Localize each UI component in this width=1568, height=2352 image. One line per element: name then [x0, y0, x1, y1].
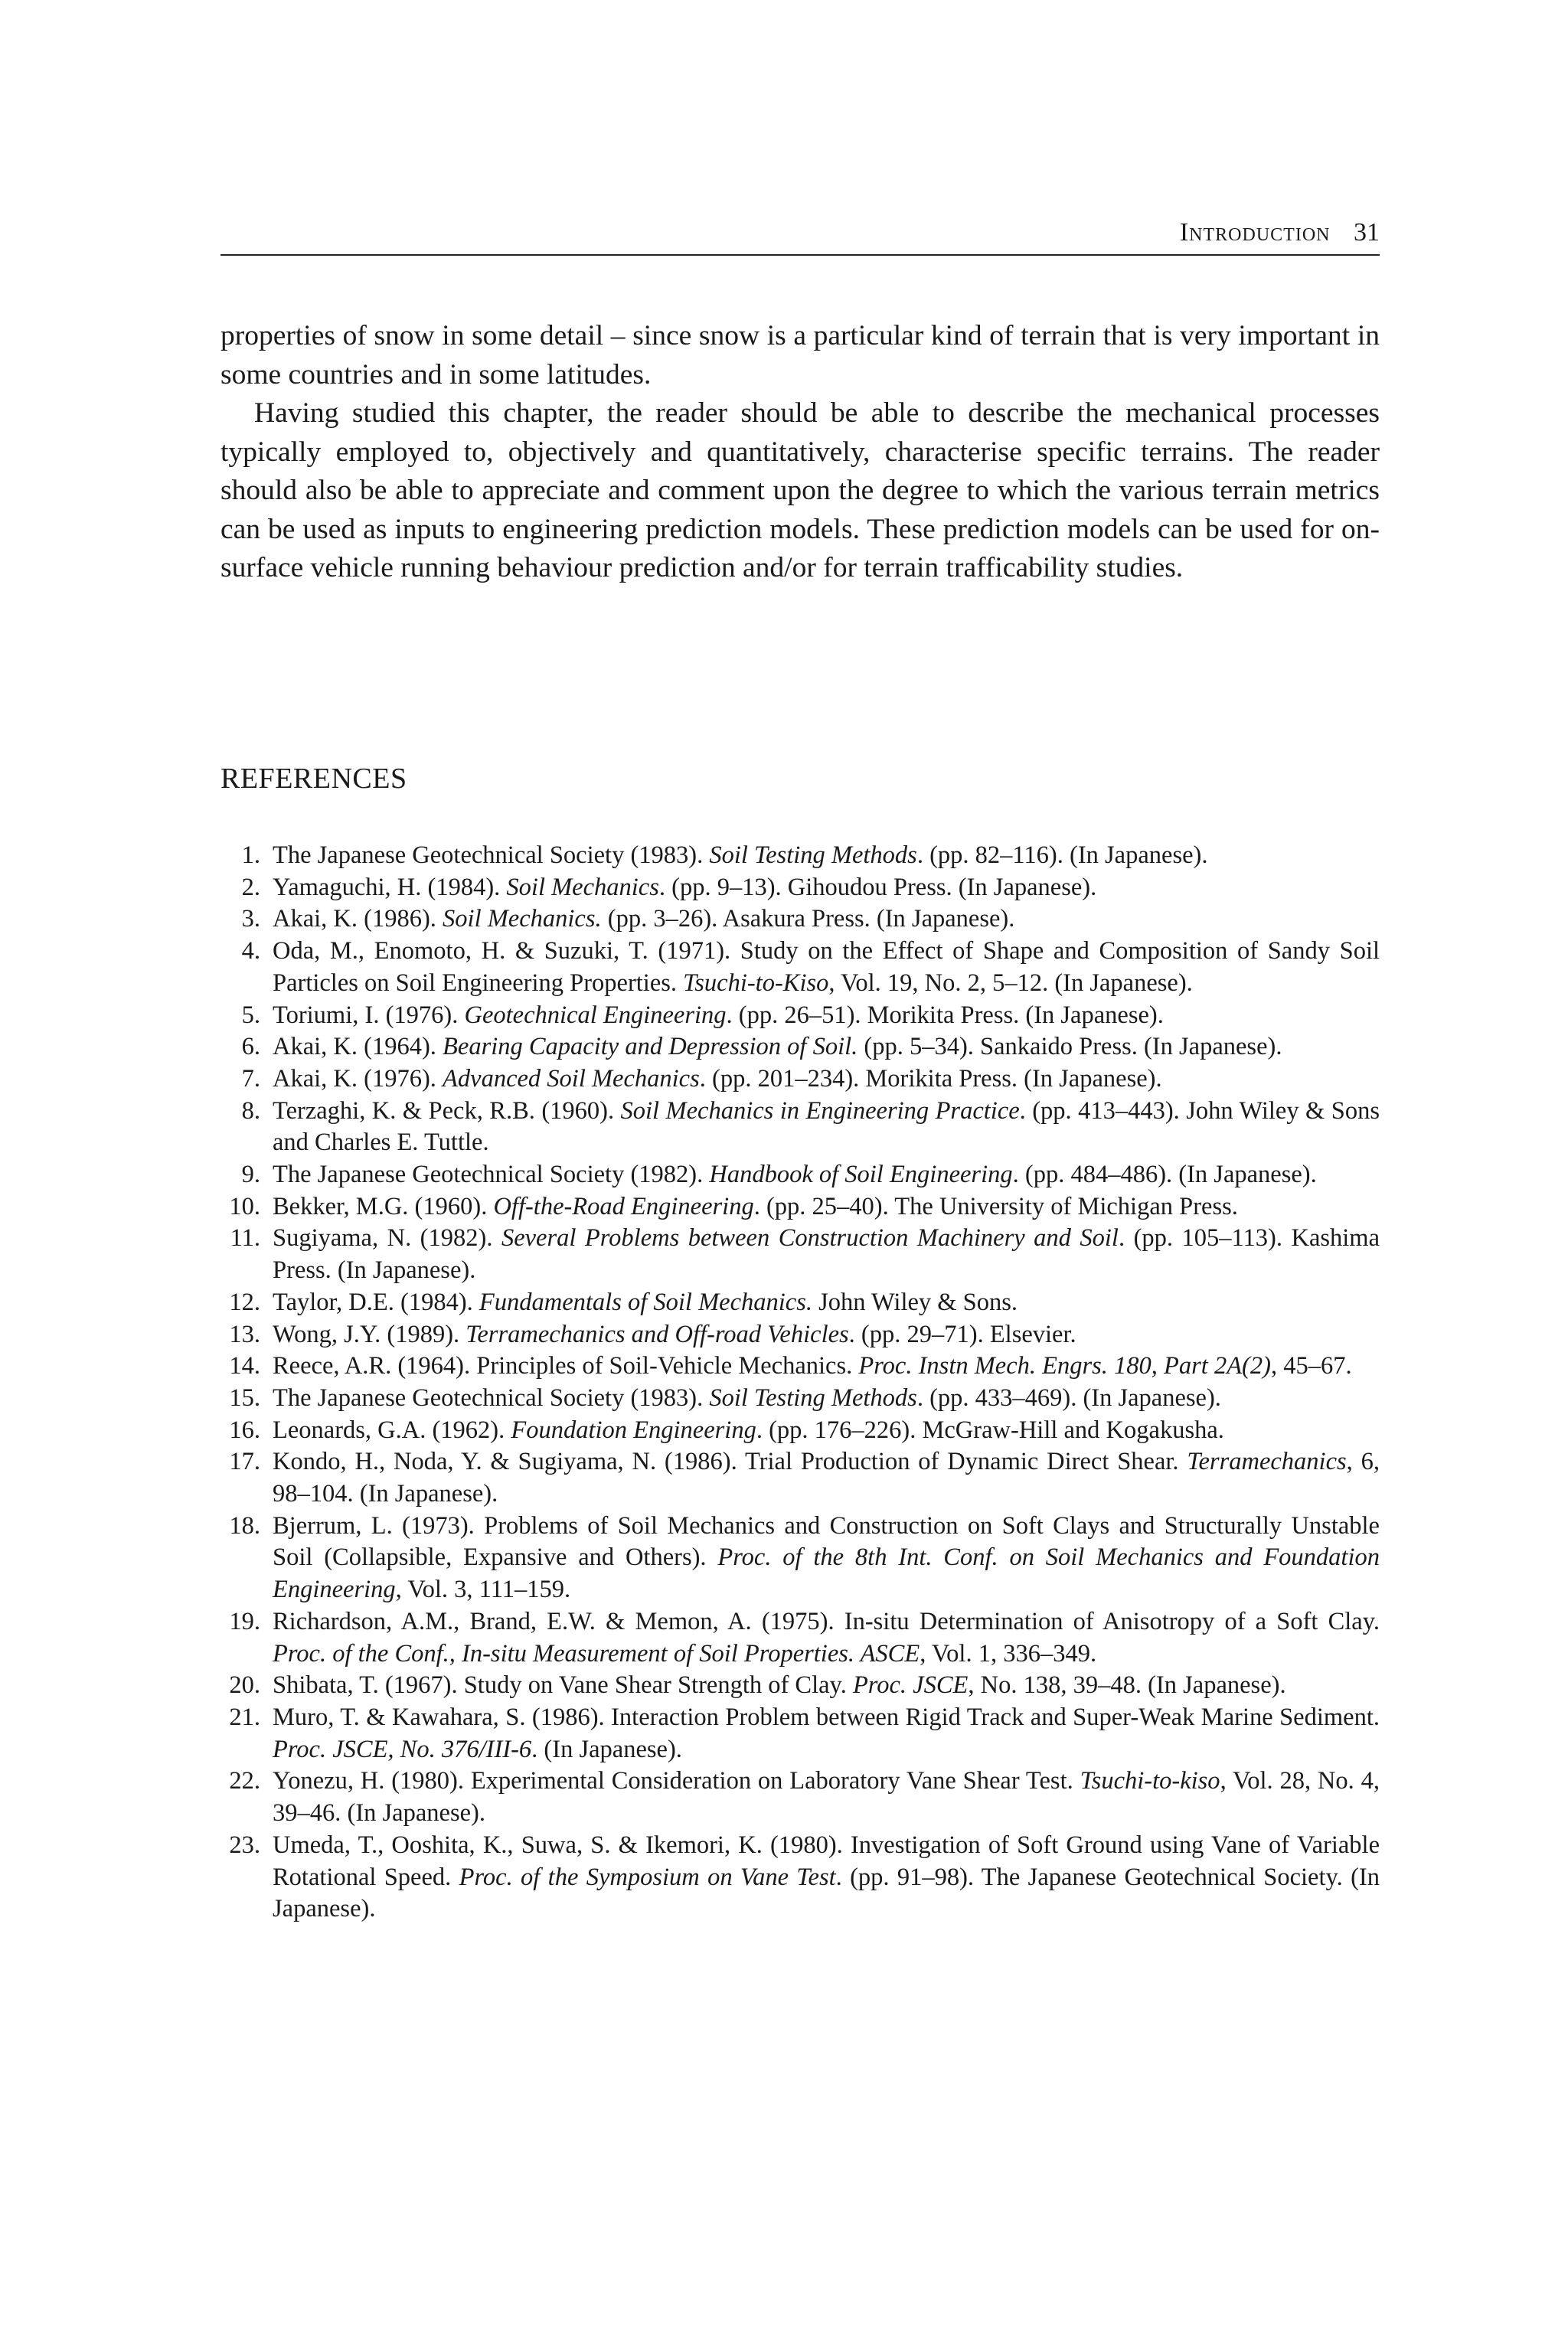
reference-text: [273, 1319, 1380, 1351]
reference-item: [220, 1191, 1380, 1223]
reference-number: 13.: [229, 1320, 260, 1348]
reference-segment: , No. 138, 39–48. (In Japanese).: [968, 1671, 1286, 1700]
reference-italic-segment: Soil Testing Methods: [709, 1383, 917, 1412]
reference-number: 9.: [241, 1161, 260, 1189]
running-head: [1180, 216, 1380, 250]
references-list: [220, 840, 1380, 1926]
reference-number: 22.: [229, 1767, 260, 1795]
reference-item: [220, 1319, 1380, 1351]
reference-segment: (pp. 5–34). Sankaido Press. (In Japanese).: [858, 1033, 1282, 1061]
reference-text: [273, 1830, 1380, 1926]
reference-number: 1.: [241, 841, 260, 869]
reference-item: [220, 1383, 1380, 1415]
reference-italic-segment: Proc. JSCE, No. 376/III-6: [273, 1735, 532, 1763]
reference-number: 16.: [229, 1416, 260, 1444]
reference-segment: . (pp. 105–113). Kashima Press. (In Japanese).: [273, 1224, 1380, 1285]
reference-text: [273, 936, 1380, 999]
reference-segment: . (pp. 484–486). (In Japanese).: [1012, 1161, 1317, 1189]
reference-segment: Umeda, T., Ooshita, K., Suwa, S. & Ikemori, K. (1980). Investigation of Soft Ground using Vane of Variable Rotational Speed.: [273, 1831, 1380, 1891]
reference-segment: . (pp. 433–469). (In Japanese).: [916, 1383, 1221, 1412]
reference-segment: , 6, 98–104. (In Japanese).: [273, 1448, 1380, 1508]
references-heading: REFERENCES: [220, 763, 407, 795]
reference-number: 8.: [241, 1096, 260, 1125]
reference-italic-segment: Soil Mechanics.: [443, 905, 602, 933]
reference-item: [220, 1063, 1380, 1096]
reference-item: [220, 1830, 1380, 1926]
reference-item: [220, 840, 1380, 872]
reference-italic-segment: Several Problems between Construction Machinery and Soil: [501, 1224, 1119, 1253]
reference-italic-segment: Foundation Engineering: [511, 1416, 756, 1444]
reference-segment: , 45–67.: [1270, 1352, 1352, 1380]
reference-segment: Bjerrum, L. (1973). Problems of Soil Mechanics and Construction on Soft Clays and Structurally Unstable Soil (Collapsible, Expansive and Others).: [273, 1511, 1380, 1572]
reference-item: [220, 1606, 1380, 1670]
reference-segment: Yonezu, H. (1980). Experimental Consideration on Laboratory Vane Shear Test.: [273, 1767, 1080, 1795]
reference-number: 2.: [241, 873, 260, 901]
reference-text: [273, 1063, 1380, 1096]
reference-item: [220, 1000, 1380, 1032]
running-header: [220, 216, 1380, 256]
reference-segment: Reece, A.R. (1964). Principles of Soil-Vehicle Mechanics.: [273, 1352, 859, 1380]
reference-text: [273, 1096, 1380, 1159]
reference-segment: Terzaghi, K. & Peck, R.B. (1960).: [273, 1096, 621, 1125]
reference-text: [273, 903, 1380, 936]
reference-text: [273, 1000, 1380, 1032]
reference-segment: . (pp. 26–51). Morikita Press. (In Japanese).: [726, 1001, 1164, 1029]
reference-segment: . (pp. 29–71). Elsevier.: [848, 1320, 1076, 1348]
reference-segment: John Wiley & Sons.: [812, 1288, 1018, 1316]
reference-number: 21.: [229, 1703, 260, 1731]
reference-italic-segment: Proc. of the Conf., In-situ Measurement of Soil Properties. ASCE: [273, 1639, 920, 1668]
reference-number: 15.: [229, 1383, 260, 1412]
reference-text: [273, 1446, 1380, 1510]
reference-text: [273, 1191, 1380, 1223]
reference-text: [273, 1511, 1380, 1606]
reference-segment: , Vol. 28, No. 4, 39–46. (In Japanese).: [273, 1767, 1380, 1828]
reference-item: [220, 1351, 1380, 1383]
reference-italic-segment: Bearing Capacity and Depression of Soil.: [443, 1033, 858, 1061]
reference-text: [273, 1766, 1380, 1829]
reference-segment: . (pp. 25–40). The University of Michigan Press.: [753, 1192, 1238, 1220]
reference-segment: The Japanese Geotechnical Society (1983).: [273, 1383, 710, 1412]
reference-text: [273, 1223, 1380, 1286]
reference-italic-segment: Proc. of the Symposium on Vane Test: [459, 1863, 836, 1891]
body-paragraph-2: Having studied this chapter, the reader should be able to describe the mechanical processes typically employed to, objectively and quantitatively, characterise specific terrains. The reader should also be able to appreciate and comment upon the degree to which the various terrain metrics can be used as inputs to engineering prediction models. These prediction models can be used for on-surface vehicle running behaviour prediction and/or for terrain trafficability studies.: [220, 397, 1380, 583]
running-title: Introduction: [1179, 218, 1331, 247]
reference-text: [273, 1415, 1380, 1447]
reference-italic-segment: Tsuchi-to-Kiso: [683, 969, 829, 997]
reference-italic-segment: Proc. JSCE: [852, 1671, 969, 1700]
reference-segment: . (pp. 176–226). McGraw-Hill and Kogakusha.: [756, 1416, 1224, 1444]
reference-segment: Akai, K. (1976).: [273, 1064, 443, 1093]
reference-number: 14.: [229, 1352, 260, 1380]
reference-number: 3.: [241, 905, 260, 933]
reference-italic-segment: Soil Testing Methods: [709, 841, 917, 869]
reference-segment: . (pp. 82–116). (In Japanese).: [916, 841, 1208, 869]
reference-segment: Bekker, M.G. (1960).: [273, 1192, 494, 1220]
reference-italic-segment: Fundamentals of Soil Mechanics.: [479, 1288, 812, 1316]
reference-number: 19.: [229, 1607, 260, 1635]
page-number: 31: [1354, 218, 1380, 247]
reference-segment: Wong, J.Y. (1989).: [273, 1320, 466, 1348]
reference-italic-segment: Geotechnical Engineering: [464, 1001, 727, 1029]
reference-segment: The Japanese Geotechnical Society (1983).: [273, 841, 710, 869]
reference-text: [273, 872, 1380, 904]
reference-segment: The Japanese Geotechnical Society (1982).: [273, 1161, 710, 1189]
reference-italic-segment: Proc. of the 8th Int. Conf. on Soil Mechanics and Foundation Engineering: [273, 1544, 1380, 1604]
reference-text: [273, 1159, 1380, 1191]
reference-segment: , Vol. 1, 336–349.: [920, 1639, 1097, 1668]
reference-italic-segment: Advanced Soil Mechanics: [443, 1064, 700, 1093]
reference-item: [220, 1511, 1380, 1606]
reference-segment: Muro, T. & Kawahara, S. (1986). Interaction Problem between Rigid Track and Super-Weak Marine Sediment.: [273, 1703, 1380, 1731]
body-paragraph-1: properties of snow in some detail – since snow is a particular kind of terrain that is very important in some countries and in some latitudes.: [220, 320, 1380, 390]
reference-segment: Akai, K. (1986).: [273, 905, 443, 933]
reference-text: [273, 1287, 1380, 1319]
reference-item: [220, 1702, 1380, 1766]
reference-italic-segment: Soil Mechanics in Engineering Practice: [620, 1096, 1020, 1125]
reference-text: [273, 1351, 1380, 1383]
reference-number: 23.: [229, 1831, 260, 1859]
reference-segment: Richardson, A.M., Brand, E.W. & Memon, A. (1975). In-situ Determination of Anisotropy of a Soft Clay.: [273, 1607, 1380, 1635]
reference-number: 18.: [229, 1511, 260, 1540]
reference-number: 17.: [229, 1448, 260, 1476]
reference-segment: . (pp. 413–443). John Wiley & Sons and Charles E. Tuttle.: [273, 1096, 1380, 1157]
reference-italic-segment: Terramechanics and Off-road Vehicles: [466, 1320, 849, 1348]
reference-text: [273, 1383, 1380, 1415]
reference-segment: Taylor, D.E. (1984).: [273, 1288, 479, 1316]
reference-segment: , Vol. 19, No. 2, 5–12. (In Japanese).: [828, 969, 1193, 997]
reference-number: 7.: [241, 1064, 260, 1093]
reference-italic-segment: Terramechanics: [1187, 1448, 1347, 1476]
reference-segment: Oda, M., Enomoto, H. & Suzuki, T. (1971). Study on the Effect of Shape and Composition of Sandy Soil Particles on Soil Engineering Properties.: [273, 937, 1380, 997]
reference-item: [220, 1287, 1380, 1319]
reference-number: 12.: [229, 1288, 260, 1316]
reference-item: [220, 1670, 1380, 1702]
reference-item: [220, 1096, 1380, 1159]
reference-item: [220, 872, 1380, 904]
reference-item: [220, 936, 1380, 999]
reference-segment: Kondo, H., Noda, Y. & Sugiyama, N. (1986). Trial Production of Dynamic Direct Shear.: [273, 1448, 1187, 1476]
reference-italic-segment: Soil Mechanics: [506, 873, 659, 901]
reference-italic-segment: Tsuchi-to-kiso: [1080, 1767, 1220, 1795]
reference-text: [273, 1670, 1380, 1702]
reference-number: 6.: [241, 1033, 260, 1061]
reference-italic-segment: Handbook of Soil Engineering: [709, 1161, 1013, 1189]
reference-item: [220, 1031, 1380, 1063]
reference-italic-segment: Proc. Instn Mech. Engrs. 180, Part 2A(2): [858, 1352, 1271, 1380]
reference-text: [273, 1031, 1380, 1063]
reference-item: [220, 1415, 1380, 1447]
reference-item: [220, 1446, 1380, 1510]
reference-item: [220, 1159, 1380, 1191]
reference-segment: (pp. 3–26). Asakura Press. (In Japanese).: [601, 905, 1015, 933]
reference-segment: Sugiyama, N. (1982).: [273, 1224, 501, 1253]
reference-segment: . (pp. 201–234). Morikita Press. (In Japanese).: [699, 1064, 1162, 1093]
reference-text: [273, 840, 1380, 872]
reference-number: 5.: [241, 1001, 260, 1029]
body-text: [220, 317, 1380, 588]
reference-item: [220, 903, 1380, 936]
reference-segment: . (In Japanese).: [531, 1735, 682, 1763]
reference-italic-segment: Off-the-Road Engineering: [493, 1192, 754, 1220]
reference-segment: . (pp. 91–98). The Japanese Geotechnical Society. (In Japanese).: [273, 1863, 1380, 1923]
reference-number: 10.: [229, 1192, 260, 1220]
reference-number: 11.: [230, 1224, 260, 1253]
reference-number: 20.: [229, 1671, 260, 1700]
reference-segment: Shibata, T. (1967). Study on Vane Shear Strength of Clay.: [273, 1671, 853, 1700]
reference-item: [220, 1223, 1380, 1286]
reference-item: [220, 1766, 1380, 1829]
reference-text: [273, 1606, 1380, 1670]
reference-text: [273, 1702, 1380, 1766]
reference-segment: Yamaguchi, H. (1984).: [273, 873, 507, 901]
reference-segment: Leonards, G.A. (1962).: [273, 1416, 511, 1444]
reference-number: 4.: [241, 937, 260, 965]
reference-segment: Akai, K. (1964).: [273, 1033, 443, 1061]
reference-segment: , Vol. 3, 111–159.: [395, 1576, 571, 1604]
reference-segment: Toriumi, I. (1976).: [273, 1001, 465, 1029]
reference-segment: . (pp. 9–13). Gihoudou Press. (In Japanese).: [658, 873, 1097, 901]
